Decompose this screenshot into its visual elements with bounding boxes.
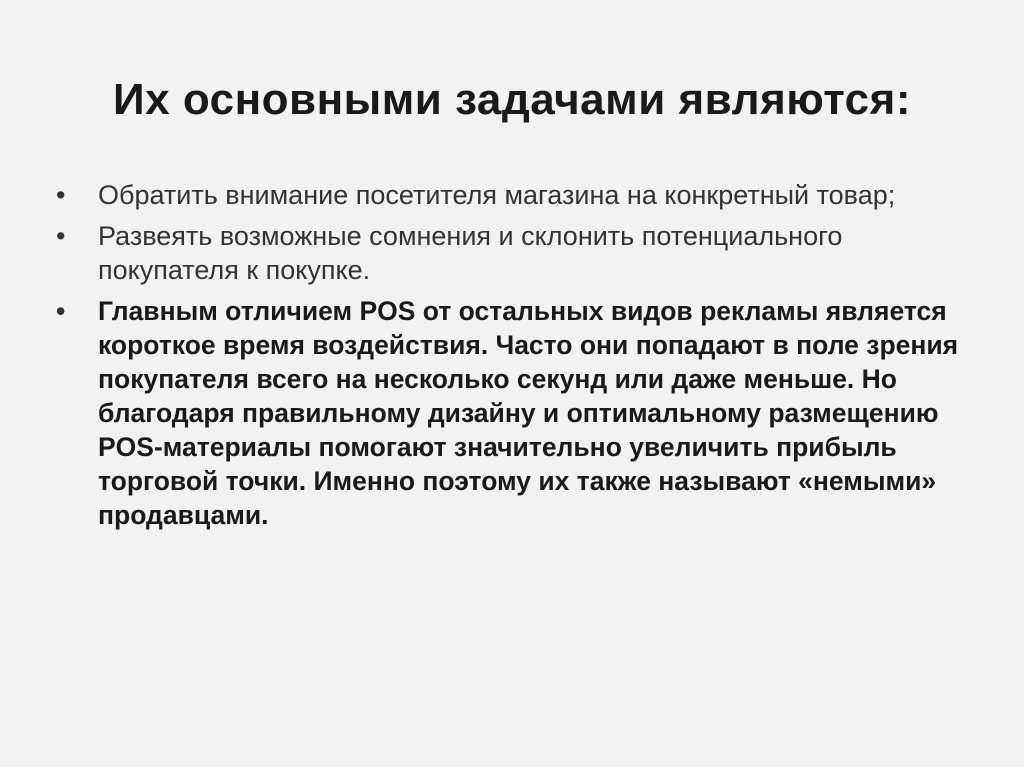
- bullet-icon: •: [56, 221, 66, 251]
- bullet-item-attract-attention: [56, 178, 976, 212]
- bullet-icon: •: [56, 296, 66, 326]
- slide-title: Их основными задачами являются:: [113, 75, 911, 124]
- bullet-list: [56, 178, 976, 539]
- bullet-text: Развеять возможные сомнения и склонить потенциального покупателя к покупке.: [98, 221, 843, 285]
- bullet-item-dispel-doubts: [56, 219, 976, 287]
- bullet-item-main-difference: [56, 294, 976, 532]
- bullet-text: Главным отличием POS от остальных видов рекламы является короткое время воздействия. Часто они попадают в поле зрения покупателя всего на несколько секунд или даже меньше. Но благодаря правильному дизайну и оптимальному размещению POS-материалы помогают значительно увеличить прибыль торговой точки. Именно поэтому их также называют «немыми» продавцами.: [98, 296, 959, 530]
- bullet-icon: •: [56, 180, 66, 210]
- bullet-text: Обратить внимание посетителя магазина на конкретный товар;: [98, 180, 896, 210]
